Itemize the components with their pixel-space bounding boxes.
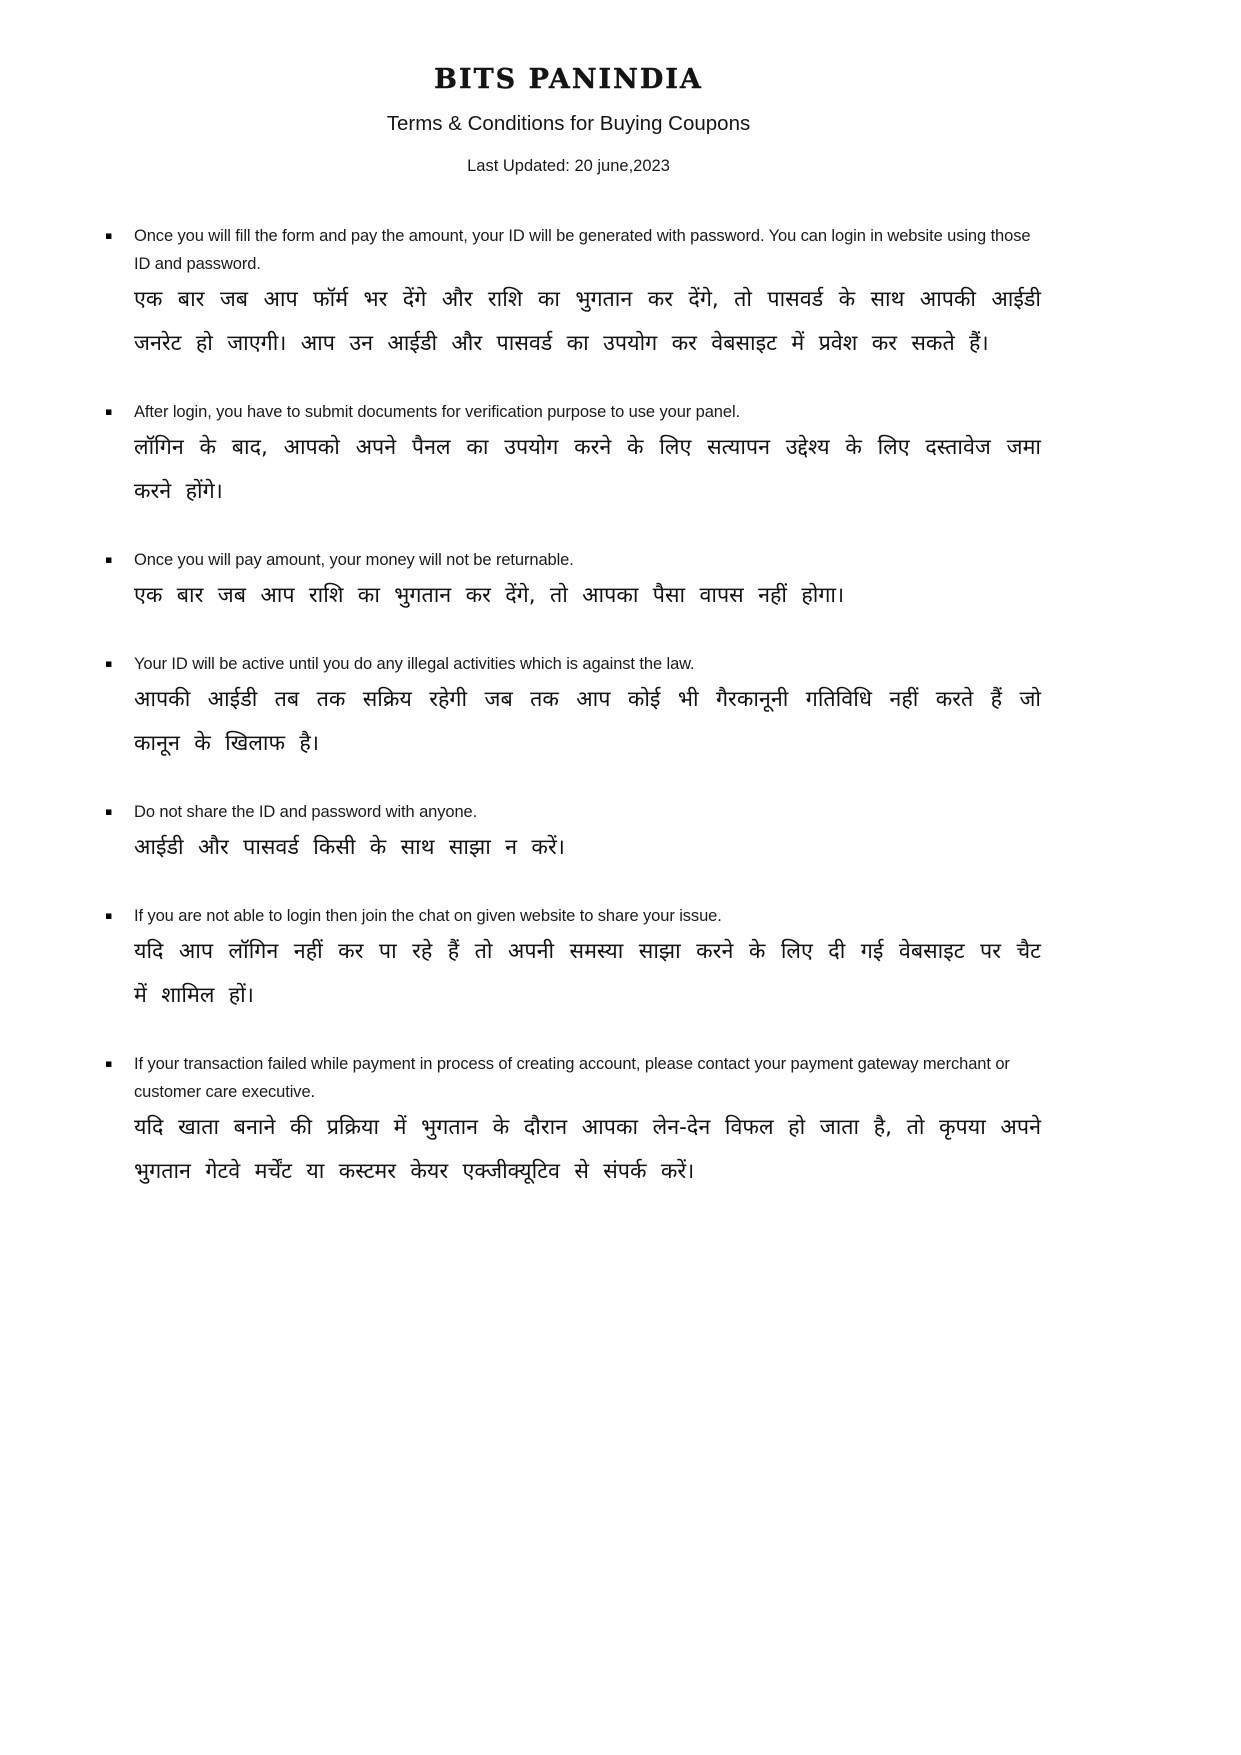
page-title: BITS PANINDIA bbox=[434, 64, 703, 95]
square-bullet-icon: ▪ bbox=[105, 1057, 113, 1070]
terms-list bbox=[96, 222, 1041, 1194]
term-text-english: Once you will pay amount, your money will not be returnable. bbox=[134, 551, 574, 569]
square-bullet-icon: ▪ bbox=[105, 657, 113, 670]
term-text-hindi: यदि आप लॉगिन नहीं कर पा रहे हैं तो अपनी समस्या साझा करने के लिए दी गई वेबसाइट पर चैट में शामिल हों। bbox=[134, 939, 1041, 1008]
term-text-hindi: आपकी आईडी तब तक सक्रिय रहेगी जब तक आप कोई भी गैरकानूनी गतिविधि नहीं करते हैं जो कानून के खिलाफ है। bbox=[134, 687, 1041, 756]
term-item bbox=[96, 650, 1041, 766]
square-bullet-icon: ▪ bbox=[105, 909, 113, 922]
term-text-hindi: यदि खाता बनाने की प्रक्रिया में भुगतान के दौरान आपका लेन-देन विफल हो जाता है, तो कृपया अपने भुगतान गेटवे मर्चेंट या कस्टमर केयर एक्जीक्यूटिव से संपर्क करें। bbox=[134, 1115, 1041, 1184]
square-bullet-icon: ▪ bbox=[105, 553, 113, 566]
term-item bbox=[96, 902, 1041, 1018]
term-text-hindi: आईडी और पासवर्ड किसी के साथ साझा न करें। bbox=[134, 835, 565, 860]
last-updated-text: Last Updated: 20 june,2023 bbox=[467, 157, 670, 175]
term-text-hindi: लॉगिन के बाद, आपको अपने पैनल का उपयोग करने के लिए सत्यापन उद्देश्य के लिए दस्तावेज जमा करने होंगे। bbox=[134, 435, 1041, 504]
square-bullet-icon: ▪ bbox=[105, 805, 113, 818]
term-item bbox=[96, 546, 1041, 618]
term-item bbox=[96, 798, 1041, 870]
term-text-english: If your transaction failed while payment in process of creating account, please contact your payment gateway merchant or customer care executive. bbox=[134, 1055, 1010, 1101]
term-text-hindi: एक बार जब आप राशि का भुगतान कर देंगे, तो आपका पैसा वापस नहीं होगा। bbox=[134, 583, 845, 608]
square-bullet-icon: ▪ bbox=[105, 229, 113, 242]
page-subtitle: Terms & Conditions for Buying Coupons bbox=[386, 112, 751, 135]
term-text-english: Your ID will be active until you do any illegal activities which is against the law. bbox=[134, 655, 695, 673]
term-item bbox=[96, 398, 1041, 514]
term-item bbox=[96, 1050, 1041, 1194]
term-text-english: Once you will fill the form and pay the amount, your ID will be generated with password. You can login in website using those ID and password. bbox=[134, 227, 1031, 273]
term-text-english: Do not share the ID and password with anyone. bbox=[134, 803, 478, 821]
term-item bbox=[96, 222, 1041, 366]
term-text-english: After login, you have to submit documents for verification purpose to use your panel. bbox=[134, 403, 741, 421]
square-bullet-icon: ▪ bbox=[105, 405, 113, 418]
term-text-hindi: एक बार जब आप फॉर्म भर देंगे और राशि का भुगतान कर देंगे, तो पासवर्ड के साथ आपकी आईडी जनरेट हो जाएगी। आप उन आईडी और पासवर्ड का उपयोग कर वेबसाइट में प्रवेश कर सकते हैं। bbox=[134, 287, 1041, 356]
term-text-english: If you are not able to login then join the chat on given website to share your issue. bbox=[134, 907, 722, 925]
